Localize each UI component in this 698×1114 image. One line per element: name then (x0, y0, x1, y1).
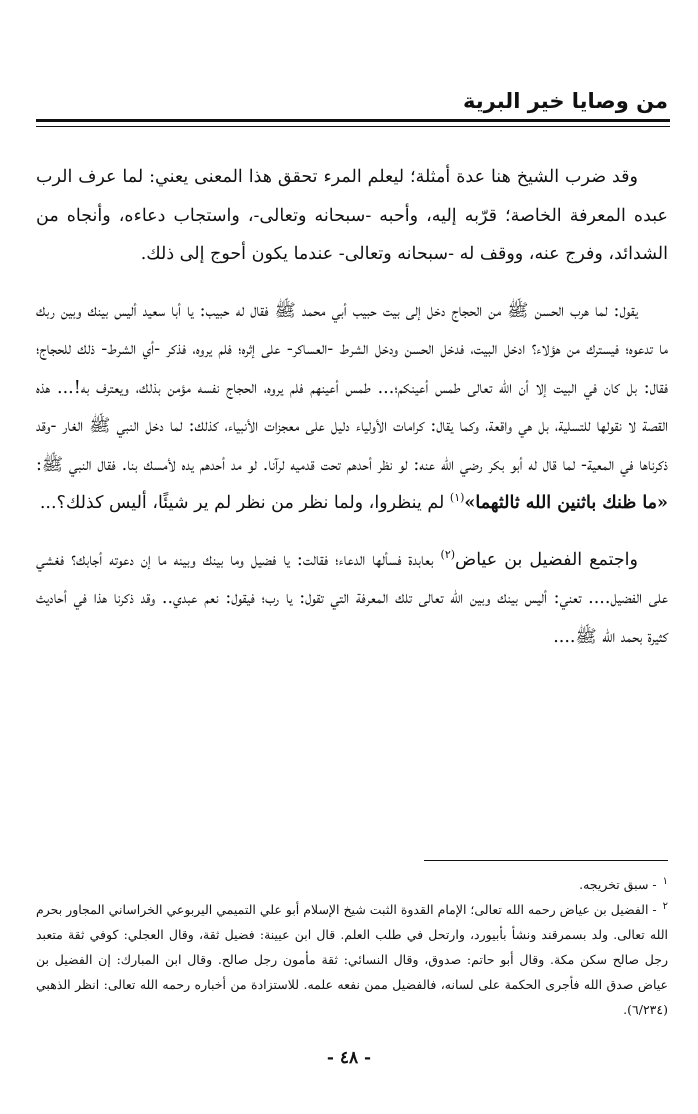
paragraph-3-start: واجتمع الفضيل بن عياض (455, 549, 638, 570)
paragraph-2-end: لم ينظروا، ولما نظر من نظر لم ير شيئًا، أليس كذلك؟... (39, 493, 450, 513)
paragraph-2-text: يقول: لما هرب الحسن ﷺ من الحجاج دخل إلى بيت حبيب أبي محمد ﷺ فقال له حبيب: يا أبا سعيد أليس بينك وبين ربك ما تدعوه؛ فيسترك من هؤلاء؟ ادخل البيت، فدخل الحسن ودخل الشرط -العساكر- على إثره؛ فلم يروه، فذكر -أي الشرط- ذلك للحجاج؛ فقال: بل كان في البيت إلا أن الله تعالى طمس أعينكم؛... طمس أعينهم فلم يروه، الحجاج نفسه مؤمن بذلك، ويعترف به!... هذه القصة لا نقولها للتسلية، بل هي واقعة، وكما يقال: كرامات الأولياء دليل على معجزات الأنبياء، كذلك: لما دخل النبي ﷺ الغار -وقد ذكرناها في المعية- لما قال له أبو بكر رضي الله عنه: لو نظر أحدهم تحت قدميه لرآنا. لو مد أحدهم يده لأمسك بنا. فقال النبي ﷺ: (36, 300, 668, 475)
main-text (36, 158, 668, 674)
footnote-number: ١ (662, 875, 668, 887)
footnotes (36, 872, 668, 1022)
paragraph-3-end: بعابدة فسألها الدعاء؛ فقالت: يا فضيل وما بينك وبينه ما إن دعوته أجابك؟ فغشي على الفضيل.... تعني: أليس بينك وبين الله تعالى تلك المعرفة التي تقول: يا رب؛ فيقول: نعم عبدي.. وقد ذكرنا هذا في أحاديث كثيرة بحمد الله ﷺ.... (36, 549, 668, 647)
header-rule-thin (36, 126, 670, 127)
footnote (36, 872, 668, 897)
footnote (36, 897, 668, 1022)
footnote-text: - الفضيل بن عياض رحمه الله تعالى؛ الإمام القدوة الثبت شيخ الإسلام أبو علي التميمي اليربوعي الخراساني المجاور بحرم الله تعالى. ولد بسمرقند ونشأ بأبيورد، وارتحل في طلب العلم. قال ابن عيينة: فضيل ثقة، وقال العجلي: كوفي ثقة متعبد رجل صالح سكن مكة. وقال أبو حاتم: صدوق، وقال النسائي: ثقة مأمون رجل صالح. وقال ابن المبارك: إن الفضيل بن عياض صدق الله فأجرى الحكمة على لسانه، فالفضيل ممن نفعه علمه. للاستزادة من أخباره رحمه الله تعالى: انظر الذهبي (٦/٢٣٤). (36, 902, 668, 1017)
running-header-title: من وصايا خير البرية (463, 89, 668, 113)
hadith-quote: «ما ظنك باثنين الله ثالثهما» (464, 493, 668, 513)
header-rule-thick (36, 119, 670, 122)
footnote-ref-2: (٢) (440, 547, 456, 561)
paragraph-1: وقد ضرب الشيخ هنا عدة أمثلة؛ ليعلم المرء تحقق هذا المعنى يعني: لما عرف الرب عبده المعرفة الخاصة؛ قرّبه إليه، وأحبه -سبحانه وتعالى-، واستجاب دعاءه، وأنجاه من الشدائد، وفرج عنه، ووقف له -سبحانه وتعالى- عندما يكون أحوج إلى ذلك. (36, 167, 668, 264)
page-number: - ٤٨ - (326, 1048, 372, 1068)
paragraph-2 (36, 292, 668, 523)
footnote-separator (424, 860, 668, 861)
footnote-ref-1: (١) (449, 491, 465, 505)
footnote-number: ٢ (662, 900, 668, 912)
paragraph-3 (36, 541, 668, 657)
footnote-text: - سبق تخريجه. (579, 877, 657, 892)
